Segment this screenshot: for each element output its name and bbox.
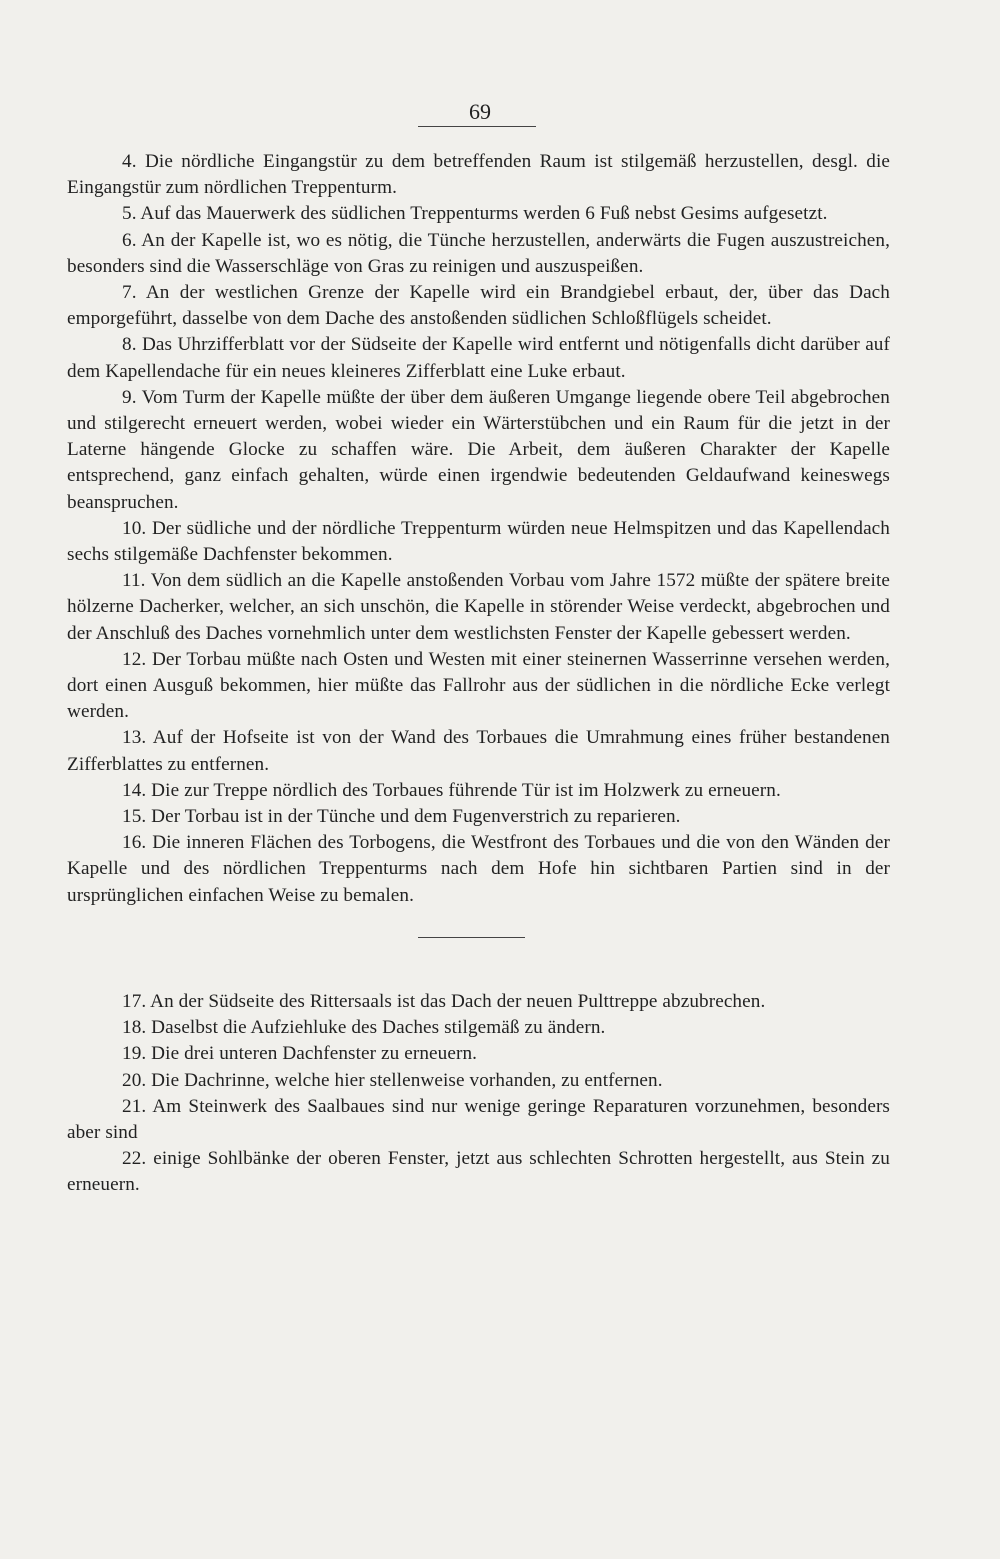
page-number: 69 [469,99,491,124]
paragraph-group-bottom [67,989,890,1199]
paragraph: 13. Auf der Hofseite ist von der Wand des Torbaues die Umrahmung eines früher bestandenen Zifferblattes zu entfernen. [67,727,890,775]
paragraph: 10. Der südliche und der nördliche Treppenturm würden neue Helmspitzen und das Kapellendach sechs stilgemäße Dachfenster bekommen. [67,517,890,566]
paragraph: 6. An der Kapelle ist, wo es nötig, die Tünche herzustellen, anderwärts die Fugen auszustreichen, besonders sind die Wasserschläge von Gras zu reinigen und auszuspeißen. [67,229,890,277]
paragraph: 15. Der Torbau ist in der Tünche und dem Fugenverstrich zu reparieren. [122,806,681,828]
paragraph: 16. Die inneren Flächen des Torbogens, die Westfront des Torbaues und die von den Wänden der Kapelle und des nördlichen Treppenturms nach dem Hofe hin sichtbaren Partien sind in der ursprünglichen einfachen Weise zu bemalen. [67,832,890,906]
paragraph: 5. Auf das Mauerwerk des südlichen Treppenturms werden 6 Fuß nebst Gesims aufgesetzt. [122,203,828,225]
paragraph: 14. Die zur Treppe nördlich des Torbaues führende Tür ist im Holzwerk zu erneuern. [122,779,781,801]
paragraph: 9. Vom Turm der Kapelle müßte der über dem äußeren Umgange liegende obere Teil abgebrochen und stilgerecht erneuert werden, wobei wieder ein Wärterstübchen und ein Raum für die jetzt in der Laterne hängende Glocke zu schaffen wäre. Die Arbeit, dem äußeren Charakter der Kapelle entsprechend, ganz einfach gehalten, würde einen irgendwie bedeutenden Geldaufwand keineswegs beanspruchen. [67,386,890,513]
paragraph: 19. Die drei unteren Dachfenster zu erneuern. [122,1043,478,1065]
paragraph: 4. Die nördliche Eingangstür zu dem betreffenden Raum ist stilgemäß herzustellen, desgl. die Eingangstür zum nördlichen Treppenturm. [67,151,890,199]
paragraph: 11. Von dem südlich an die Kapelle anstoßenden Vorbau vom Jahre 1572 müßte der spätere breite hölzerne Dacherker, welcher, an sich unschön, die Kapelle in störender Weise verdeckt, abgebrochen und der Anschluß des Daches vornehmlich unter dem westlichsten Fenster der Kapelle gebessert werden. [67,570,890,644]
paragraph: 12. Der Torbau müßte nach Osten und Westen mit einer steinernen Wasserrinne versehen werden, dort einen Ausguß bekommen, hier müßte das Fallrohr aus der südlichen in die nördliche Ecke verlegt werden. [67,648,890,723]
paragraph-group-top [67,149,890,909]
header-rule [418,126,536,127]
paragraph: 20. Die Dachrinne, welche hier stellenweise vorhanden, zu entfernen. [122,1069,663,1091]
section-divider [418,937,525,938]
paragraph: 18. Daselbst die Aufziehluke des Daches stilgemäß zu ändern. [122,1017,606,1039]
page-body [67,149,890,1199]
paragraph: 17. An der Südseite des Rittersaals ist das Dach der neuen Pulttreppe abzubrechen. [122,990,766,1012]
paragraph: 8. Das Uhrzifferblatt vor der Südseite der Kapelle wird entfernt und nötigenfalls dicht darüber auf dem Kapellendache für ein neues kleineres Zifferblatt eine Luke erbaut. [67,334,890,382]
paragraph: 21. Am Steinwerk des Saalbaues sind nur wenige geringe Reparaturen vorzunehmen, besonders aber sind [67,1095,890,1143]
paragraph: 7. An der westlichen Grenze der Kapelle wird ein Brandgiebel erbaut, der, über das Dach emporgeführt, dasselbe von dem Dache des anstoßenden südlichen Schloßflügels scheidet. [67,282,890,330]
paragraph: 22. einige Sohlbänke der oberen Fenster, jetzt aus schlechten Schrotten hergestellt, aus Stein zu erneuern. [67,1148,890,1196]
